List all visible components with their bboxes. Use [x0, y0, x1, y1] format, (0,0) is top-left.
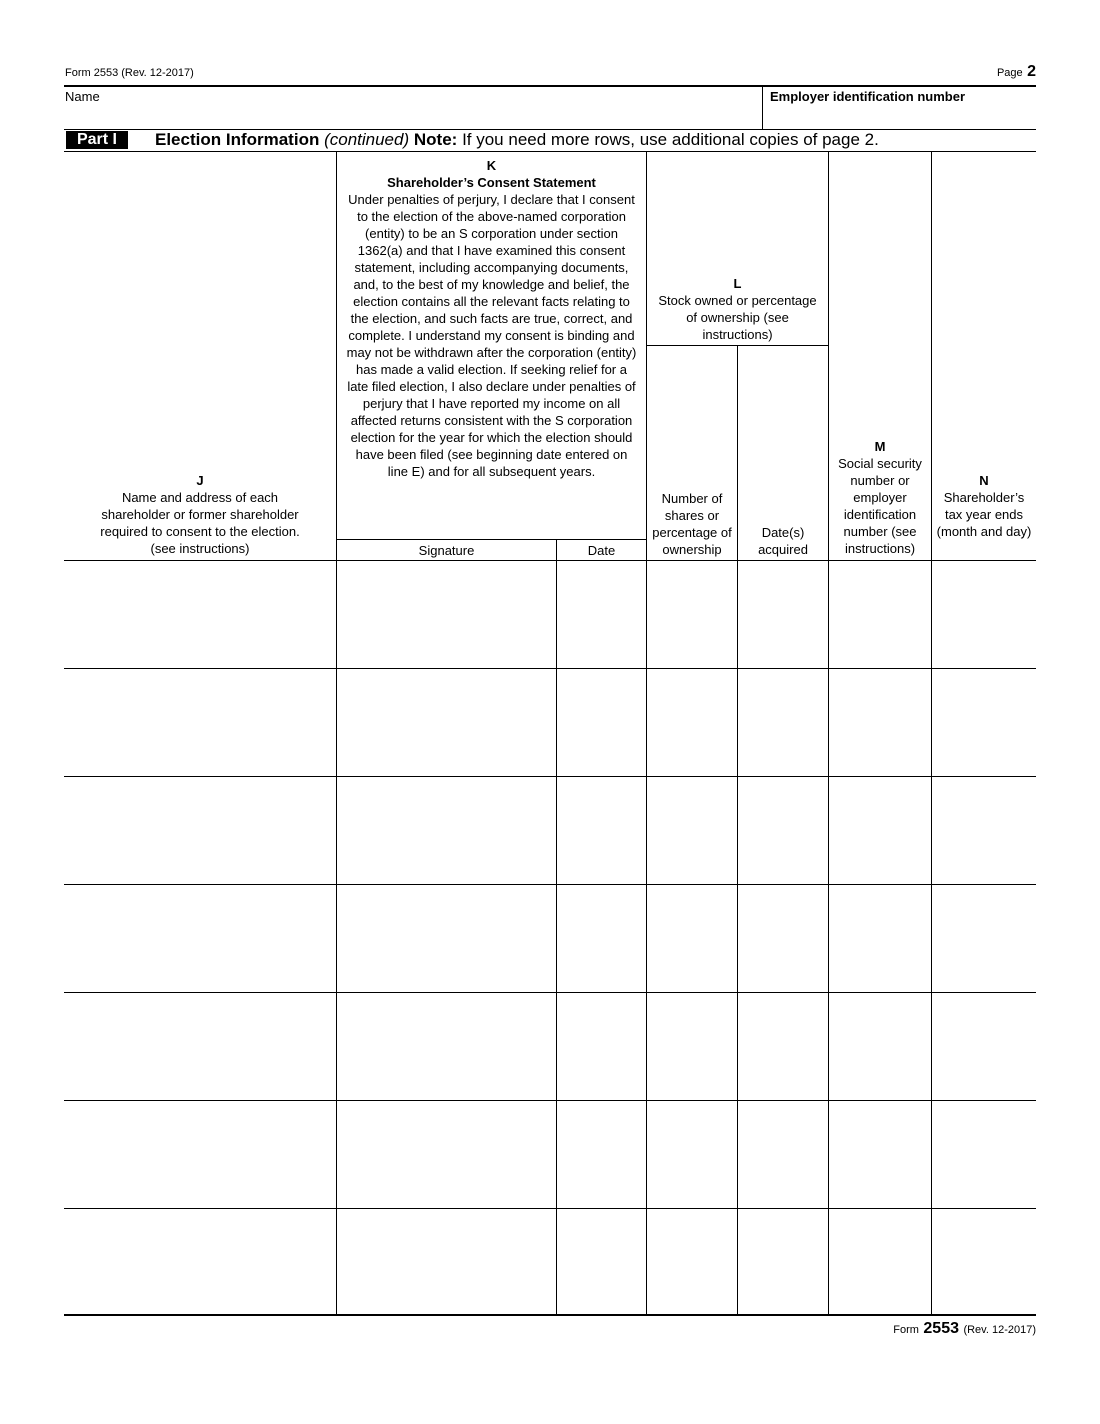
- column-k-statement: Under penalties of perjury, I declare that I consent to the election of the above-named corporation (entity) to be an S corporation under section 1362(a) and that I have examined this consent statement, including accompanying documents, and, to the best of my knowledge and belief, the election contains all the relevant facts relating to the election, and such facts are true, correct, and complete. I understand my consent is binding and may not be withdrawn after the corporation (entity) has made a valid election. If seeking relief for a late filed election, I also declare under penalties of perjury that I have reported my income on all affected returns consistent with the S corporation election for the year for which the election should have been filed (see beginning date entered on line E) and for all subsequent years.: [346, 192, 637, 479]
- column-k-date-label: Date: [587, 543, 616, 558]
- shares-percentage-cell[interactable]: [647, 669, 737, 776]
- signature-cell[interactable]: [337, 669, 556, 776]
- column-m-letter: M: [874, 439, 886, 454]
- column-l-dates-label: Date(s) acquired: [758, 525, 808, 557]
- form-revision: Form 2553 (Rev. 12-2017): [65, 67, 194, 79]
- note-text: If you need more rows, use additional copies of page 2.: [462, 130, 879, 149]
- tax-year-end-cell[interactable]: [932, 561, 1036, 668]
- ssn-ein-cell[interactable]: [829, 993, 931, 1100]
- signature-cell[interactable]: [337, 777, 556, 884]
- shares-percentage-cell[interactable]: [647, 885, 737, 992]
- ssn-ein-cell[interactable]: [829, 1101, 931, 1208]
- column-l-letter: L: [733, 276, 742, 291]
- shares-percentage-cell[interactable]: [647, 1101, 737, 1208]
- column-n-text: Shareholder’s tax year ends (month and day): [936, 490, 1032, 539]
- tax-year-end-cell[interactable]: [932, 885, 1036, 992]
- column-k-title: Shareholder’s Consent Statement: [387, 175, 596, 190]
- name-label: Name: [65, 89, 100, 104]
- shareholder-name-address-cell[interactable]: [64, 777, 336, 884]
- shares-percentage-cell[interactable]: [647, 993, 737, 1100]
- shares-percentage-cell[interactable]: [647, 1209, 737, 1316]
- column-k-header: [337, 157, 646, 480]
- footer-form-number: 2553: [923, 1320, 959, 1337]
- column-k-letter: K: [486, 158, 497, 173]
- column-n-letter: N: [979, 473, 989, 488]
- column-k-subheader-rule: [337, 539, 647, 540]
- date-cell[interactable]: [557, 885, 646, 992]
- tax-year-end-cell[interactable]: [932, 777, 1036, 884]
- column-j-text: Name and address of each shareholder or former shareholder required to consent to the election. (see instructions): [100, 490, 300, 556]
- ssn-ein-cell[interactable]: [829, 885, 931, 992]
- column-l-text: Stock owned or percentage of ownership (see instructions): [658, 293, 817, 342]
- signature-cell[interactable]: [337, 885, 556, 992]
- column-l-header: [647, 275, 828, 343]
- shareholder-name-address-cell[interactable]: [64, 669, 336, 776]
- column-k-signature-label: Signature: [418, 543, 475, 558]
- date-acquired-cell[interactable]: [738, 885, 828, 992]
- date-cell[interactable]: [557, 777, 646, 884]
- column-m-header: [829, 438, 931, 557]
- signature-cell[interactable]: [337, 1209, 556, 1316]
- date-cell[interactable]: [557, 669, 646, 776]
- page-indicator: [997, 63, 1036, 81]
- tax-year-end-cell[interactable]: [932, 1209, 1036, 1316]
- date-acquired-cell[interactable]: [738, 1101, 828, 1208]
- page-label: Page: [996, 67, 1023, 79]
- column-m-text: Social security number or employer identification number (see instructions): [838, 456, 922, 556]
- part-title: Election Information: [155, 130, 320, 149]
- part-badge: Part I: [66, 131, 128, 149]
- shareholder-name-address-cell[interactable]: [64, 885, 336, 992]
- tax-year-end-cell[interactable]: [932, 1101, 1036, 1208]
- date-acquired-cell[interactable]: [738, 1209, 828, 1316]
- date-acquired-cell[interactable]: [738, 561, 828, 668]
- ssn-ein-cell[interactable]: [829, 561, 931, 668]
- footer-form-word: Form: [893, 1324, 919, 1336]
- table-bottom-rule: [64, 1314, 1036, 1316]
- part-header-rule: [64, 151, 1036, 152]
- footer-rev: (Rev. 12-2017): [963, 1324, 1036, 1336]
- date-acquired-cell[interactable]: [738, 993, 828, 1100]
- note-label: Note:: [413, 130, 458, 149]
- shares-percentage-cell[interactable]: [647, 777, 737, 884]
- part-continued: (continued): [324, 130, 410, 149]
- signature-cell[interactable]: [337, 993, 556, 1100]
- date-acquired-cell[interactable]: [738, 777, 828, 884]
- date-cell[interactable]: [557, 1209, 646, 1316]
- ssn-ein-cell[interactable]: [829, 777, 931, 884]
- shareholder-name-address-cell[interactable]: [64, 1101, 336, 1208]
- date-cell[interactable]: [557, 993, 646, 1100]
- date-cell[interactable]: [557, 561, 646, 668]
- date-cell[interactable]: [557, 1101, 646, 1208]
- page-number: 2: [1027, 63, 1036, 80]
- ssn-ein-cell[interactable]: [829, 669, 931, 776]
- shareholder-name-address-cell[interactable]: [64, 1209, 336, 1316]
- part-title-line: [155, 130, 879, 150]
- ein-label: Employer identification number: [770, 89, 966, 104]
- column-l-shares-label: Number of shares or percentage of ownership: [652, 491, 732, 557]
- footer-form-id: [893, 1320, 1036, 1338]
- column-n-header: [932, 472, 1036, 540]
- ein-field[interactable]: [763, 87, 1036, 129]
- signature-cell[interactable]: [337, 1101, 556, 1208]
- ssn-ein-cell[interactable]: [829, 1209, 931, 1316]
- name-field[interactable]: [64, 87, 762, 129]
- date-acquired-cell[interactable]: [738, 669, 828, 776]
- signature-cell[interactable]: [337, 561, 556, 668]
- shareholder-name-address-cell[interactable]: [64, 561, 336, 668]
- tax-year-end-cell[interactable]: [932, 669, 1036, 776]
- shareholder-name-address-cell[interactable]: [64, 993, 336, 1100]
- column-j-header: [64, 472, 336, 557]
- column-j-letter: J: [196, 473, 204, 488]
- tax-year-end-cell[interactable]: [932, 993, 1036, 1100]
- shares-percentage-cell[interactable]: [647, 561, 737, 668]
